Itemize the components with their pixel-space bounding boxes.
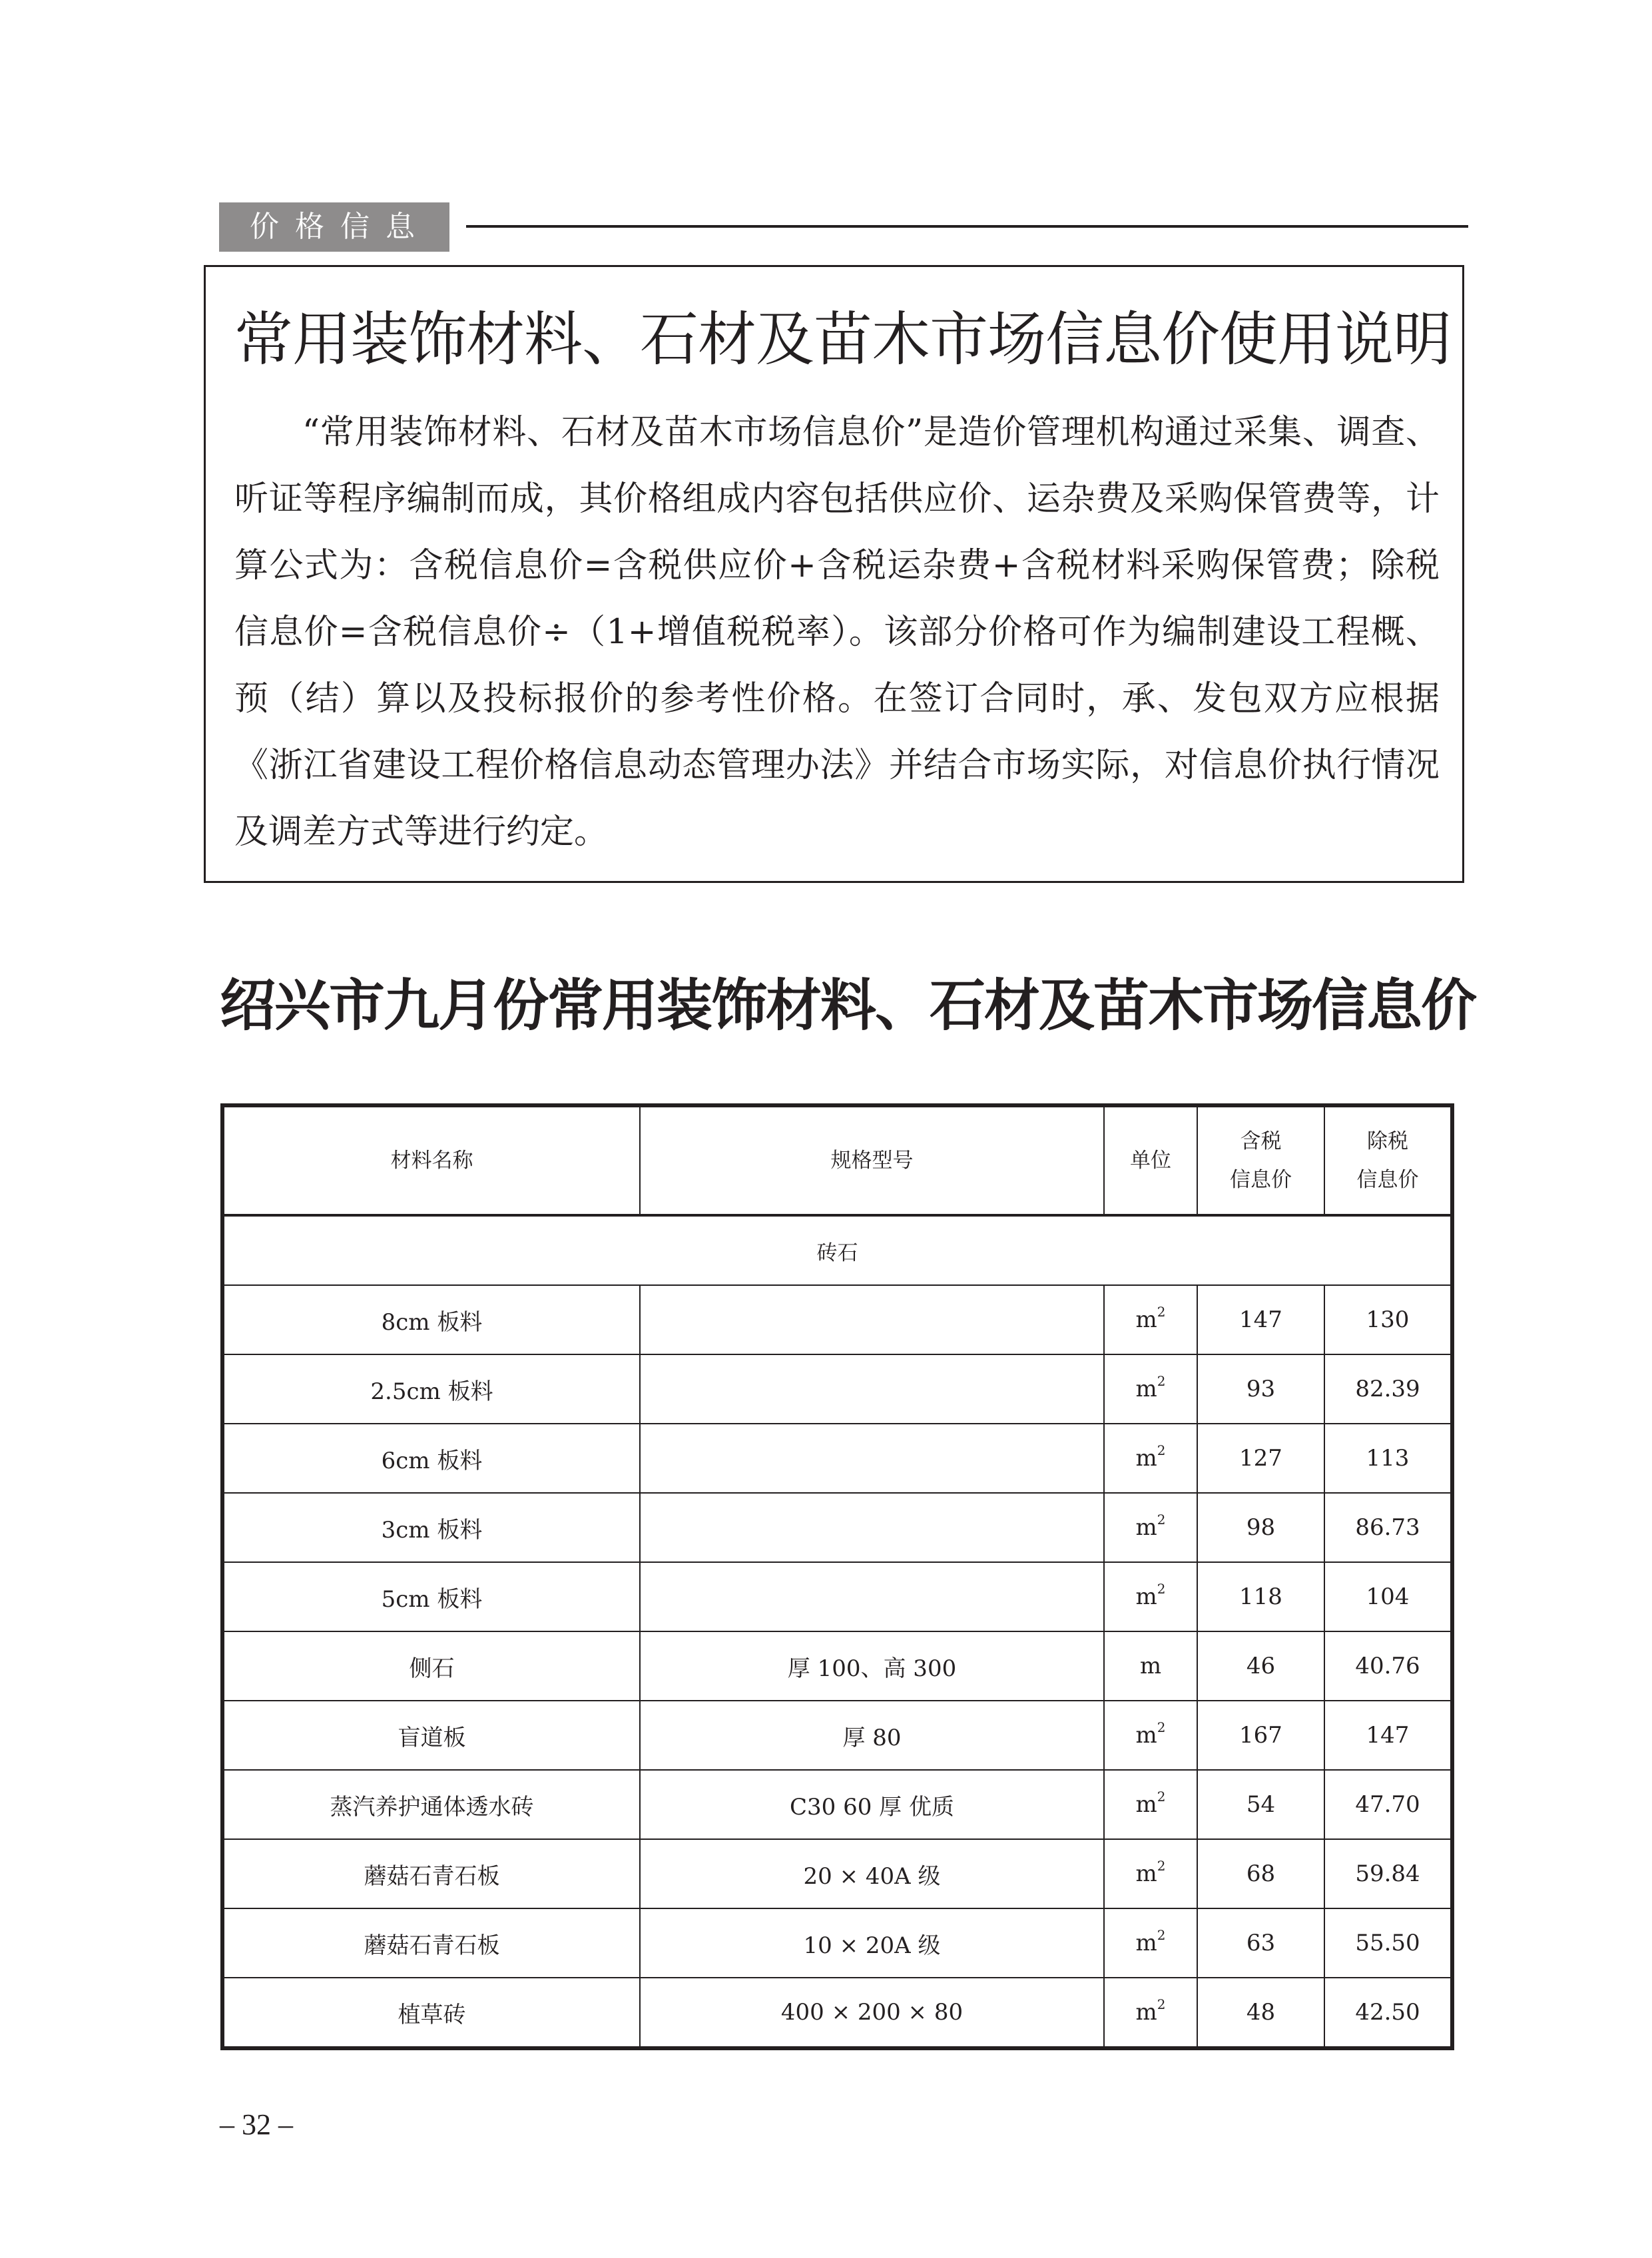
cell-name-text: 3cm 板料	[381, 1516, 483, 1544]
cell-spec	[640, 1701, 1104, 1770]
cell-unit-text: m	[1135, 1514, 1157, 1541]
cell-spec	[640, 1285, 1104, 1354]
cell-name	[222, 1424, 640, 1493]
unit-superscript: 2	[1157, 1581, 1166, 1597]
cell-unit-text: m	[1139, 1653, 1162, 1679]
header-tax-incl-line1: 含税	[1240, 1129, 1282, 1153]
cell-tax-excl-text: 42.50	[1355, 1999, 1420, 2026]
unit-superscript: 2	[1157, 1789, 1166, 1805]
table-row	[222, 1285, 1452, 1354]
table-row	[222, 1839, 1452, 1908]
notice-paragraph: “常用装饰材料、石材及苗木市场信息价”是造价管理机构通过采集、调查、听证等程序编制而成，其价格组成内容包括供应价、运杂费及采购保管费等，计算公式为：含税信息价=含税供应价+含税运杂费+含税材料采购保管费；除税信息价=含税信息价÷（1+增值税税率）。该部分价格可作为编制建设工程概、预（结）算以及投标报价的参考性价格。在签订合同时，承、发包双方应根据《浙江省建设工程价格信息动态管理办法》并结合市场实际，对信息价执行情况及调差方式等进行约定。	[234, 413, 1440, 852]
cell-name	[222, 1839, 640, 1908]
unit-superscript: 2	[1157, 1719, 1166, 1735]
cell-tax-incl-text: 93	[1246, 1376, 1276, 1402]
cell-tax-excl-text: 147	[1366, 1722, 1410, 1749]
table-header-row	[222, 1105, 1452, 1215]
cell-unit	[1104, 1770, 1197, 1839]
cell-tax-incl	[1197, 1562, 1324, 1631]
cell-spec	[640, 1978, 1104, 2048]
cell-unit-text: m	[1135, 1930, 1157, 1956]
cell-tax-incl-text: 167	[1239, 1722, 1282, 1749]
cell-tax-excl	[1324, 1770, 1452, 1839]
cell-name-text: 5cm 板料	[381, 1585, 483, 1613]
cell-tax-incl	[1197, 1285, 1324, 1354]
cell-name-text: 侧石	[409, 1655, 455, 1682]
cell-unit	[1104, 1562, 1197, 1631]
cell-tax-incl	[1197, 1424, 1324, 1493]
section-tag: 价格信息	[219, 202, 449, 252]
header-tax-excl	[1324, 1105, 1452, 1215]
cell-name-text: 蘑菇石青石板	[364, 1862, 500, 1890]
cell-tax-excl	[1324, 1908, 1452, 1978]
unit-superscript: 2	[1157, 1996, 1166, 2012]
cell-name	[222, 1908, 640, 1978]
cell-unit	[1104, 1285, 1197, 1354]
header-unit: 单位	[1104, 1105, 1197, 1215]
cell-spec-text: 厚 80	[842, 1724, 902, 1751]
cell-tax-excl-text: 86.73	[1355, 1514, 1420, 1541]
cell-tax-incl-text: 48	[1246, 1999, 1276, 2026]
cell-name-text: 蘑菇石青石板	[364, 1932, 500, 1959]
cell-name-text: 2.5cm 板料	[370, 1378, 493, 1405]
table-row	[222, 1978, 1452, 2048]
cell-tax-excl-text: 40.76	[1355, 1653, 1420, 1679]
cell-tax-excl	[1324, 1285, 1452, 1354]
cell-tax-incl	[1197, 1978, 1324, 2048]
section-label: 砖石	[222, 1215, 1452, 1285]
unit-superscript: 2	[1157, 1858, 1166, 1874]
header-tax-excl-line1: 除税	[1367, 1129, 1408, 1153]
section-row	[222, 1215, 1452, 1285]
cell-spec	[640, 1354, 1104, 1424]
cell-tax-incl	[1197, 1631, 1324, 1701]
page-number: – 32 –	[220, 2108, 293, 2141]
table-row	[222, 1354, 1452, 1424]
cell-unit-text: m	[1135, 1722, 1157, 1749]
cell-name	[222, 1978, 640, 2048]
cell-spec	[640, 1562, 1104, 1631]
cell-tax-incl	[1197, 1701, 1324, 1770]
cell-name	[222, 1493, 640, 1562]
cell-tax-incl-text: 46	[1246, 1653, 1276, 1679]
cell-tax-excl	[1324, 1562, 1452, 1631]
table-row	[222, 1908, 1452, 1978]
cell-name-text: 6cm 板料	[381, 1447, 483, 1474]
cell-unit	[1104, 1978, 1197, 2048]
cell-tax-incl	[1197, 1770, 1324, 1839]
cell-unit-text: m	[1135, 1376, 1157, 1402]
cell-name	[222, 1631, 640, 1701]
cell-tax-incl-text: 98	[1246, 1514, 1276, 1541]
cell-unit	[1104, 1354, 1197, 1424]
cell-tax-excl	[1324, 1493, 1452, 1562]
cell-tax-incl	[1197, 1908, 1324, 1978]
table-row	[222, 1424, 1452, 1493]
cell-tax-excl	[1324, 1839, 1452, 1908]
cell-unit-text: m	[1135, 1306, 1157, 1333]
cell-tax-excl	[1324, 1354, 1452, 1424]
cell-name	[222, 1562, 640, 1631]
cell-unit	[1104, 1839, 1197, 1908]
unit-superscript: 2	[1157, 1442, 1166, 1458]
cell-spec-text: C30 60 厚 优质	[790, 1793, 954, 1821]
table-row	[222, 1701, 1452, 1770]
cell-unit	[1104, 1908, 1197, 1978]
cell-name-text: 8cm 板料	[381, 1308, 483, 1336]
table-title: 绍兴市九月份常用装饰材料、石材及苗木市场信息价	[220, 973, 1476, 1038]
header-spec: 规格型号	[640, 1105, 1104, 1215]
price-table	[220, 1103, 1454, 2050]
cell-tax-incl-text: 147	[1239, 1306, 1282, 1333]
unit-superscript: 2	[1157, 1927, 1166, 1943]
cell-name	[222, 1354, 640, 1424]
cell-tax-incl	[1197, 1493, 1324, 1562]
cell-spec	[640, 1908, 1104, 1978]
cell-spec	[640, 1770, 1104, 1839]
cell-unit-text: m	[1135, 1999, 1157, 2026]
table-row	[222, 1770, 1452, 1839]
cell-name-text: 盲道板	[398, 1724, 466, 1751]
header-tax-excl-line2: 信息价	[1356, 1168, 1419, 1192]
cell-tax-excl-text: 55.50	[1355, 1930, 1420, 1956]
cell-spec-text: 20 × 40A 级	[803, 1862, 941, 1890]
cell-unit	[1104, 1701, 1197, 1770]
cell-name	[222, 1285, 640, 1354]
header-rule	[466, 225, 1468, 228]
table-row	[222, 1631, 1452, 1701]
cell-tax-incl-text: 68	[1246, 1860, 1276, 1887]
cell-tax-excl	[1324, 1424, 1452, 1493]
cell-unit	[1104, 1631, 1197, 1701]
cell-spec-text: 400 × 200 × 80	[780, 1999, 964, 2026]
cell-tax-excl-text: 130	[1366, 1306, 1410, 1333]
cell-tax-excl	[1324, 1978, 1452, 2048]
cell-spec-text: 厚 100、高 300	[787, 1655, 957, 1682]
cell-tax-excl-text: 82.39	[1355, 1376, 1420, 1402]
table-row	[222, 1562, 1452, 1631]
cell-tax-excl-text: 104	[1366, 1583, 1410, 1610]
cell-spec	[640, 1631, 1104, 1701]
cell-tax-excl	[1324, 1701, 1452, 1770]
cell-unit	[1104, 1424, 1197, 1493]
header-name: 材料名称	[222, 1105, 640, 1215]
cell-spec	[640, 1839, 1104, 1908]
cell-tax-incl	[1197, 1839, 1324, 1908]
unit-superscript: 2	[1157, 1512, 1166, 1528]
cell-tax-incl	[1197, 1354, 1324, 1424]
cell-tax-incl-text: 63	[1246, 1930, 1276, 1956]
cell-tax-incl-text: 54	[1246, 1791, 1276, 1818]
unit-superscript: 2	[1157, 1373, 1166, 1389]
cell-spec	[640, 1424, 1104, 1493]
cell-name	[222, 1701, 640, 1770]
header-tax-incl-line2: 信息价	[1230, 1168, 1292, 1192]
cell-tax-incl-text: 127	[1239, 1445, 1282, 1472]
cell-unit-text: m	[1135, 1860, 1157, 1887]
cell-unit	[1104, 1493, 1197, 1562]
table-row	[222, 1493, 1452, 1562]
notice-title: 常用装饰材料、石材及苗木市场信息价使用说明	[234, 305, 1452, 374]
unit-superscript: 2	[1157, 1304, 1166, 1320]
cell-name-text: 植草砖	[398, 2001, 466, 2028]
cell-tax-excl-text: 47.70	[1355, 1791, 1420, 1818]
cell-name-text: 蒸汽养护通体透水砖	[330, 1793, 534, 1821]
cell-spec	[640, 1493, 1104, 1562]
header-tax-incl	[1197, 1105, 1324, 1215]
cell-tax-excl	[1324, 1631, 1452, 1701]
cell-unit-text: m	[1135, 1445, 1157, 1472]
cell-unit-text: m	[1135, 1583, 1157, 1610]
cell-tax-excl-text: 113	[1366, 1445, 1410, 1472]
cell-tax-excl-text: 59.84	[1355, 1860, 1420, 1887]
cell-unit-text: m	[1135, 1791, 1157, 1818]
cell-tax-incl-text: 118	[1239, 1583, 1282, 1610]
cell-spec-text: 10 × 20A 级	[803, 1932, 941, 1959]
cell-name	[222, 1770, 640, 1839]
